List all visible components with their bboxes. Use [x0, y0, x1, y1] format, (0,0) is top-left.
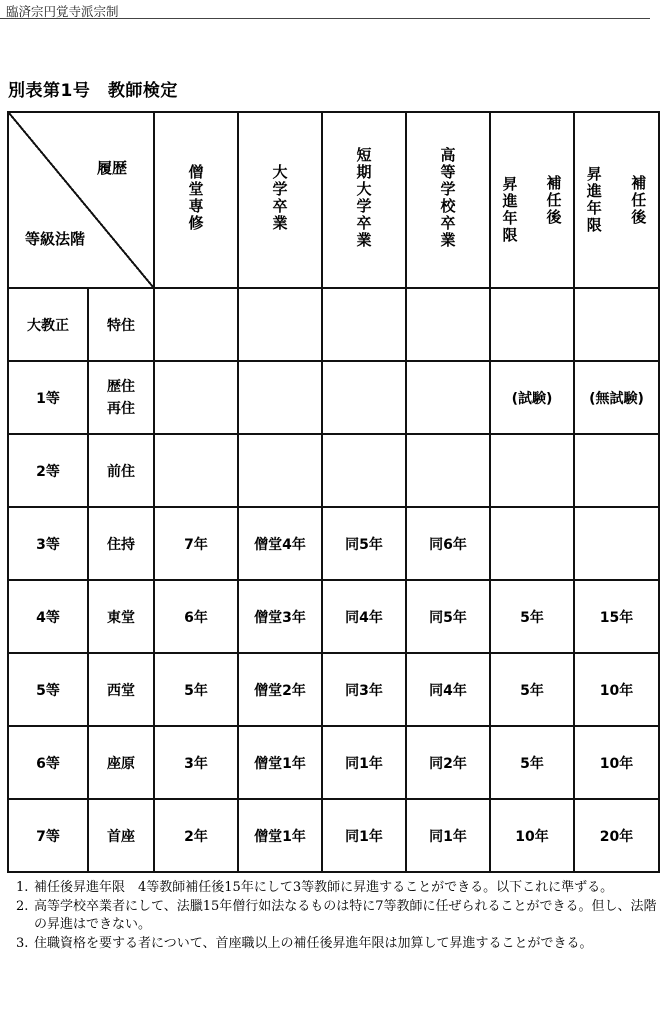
table-cell: 5年: [490, 726, 574, 799]
table-cell: 同1年: [322, 799, 406, 872]
corner-cell: [8, 112, 154, 288]
column-header-label: 補任後: [544, 174, 563, 226]
table-cell: 7年: [154, 507, 238, 580]
table-cell: 僧堂1年: [238, 726, 322, 799]
column-header-label: 僧堂専修: [186, 164, 205, 232]
table-cell: 僧堂4年: [238, 507, 322, 580]
table-cell: 同5年: [406, 580, 490, 653]
table-cell: 僧堂3年: [238, 580, 322, 653]
no-exam-cell: (無試験): [574, 361, 659, 434]
table-cell: 僧堂1年: [238, 799, 322, 872]
rank-cell: 特住: [88, 288, 154, 361]
note-text: 高等学校卒業者にして、法臘15年僧行如法なるものは特に7等教師に任ぜられることができる。但し、法階の昇進はできない。: [34, 898, 657, 932]
table-cell: 6年: [154, 580, 238, 653]
table-row: [8, 726, 659, 799]
note-item: [16, 879, 661, 898]
grade-cell: 6等: [8, 726, 88, 799]
grade-cell: 5等: [8, 653, 88, 726]
column-header-label: 昇進年限: [500, 176, 519, 244]
table-cell: [322, 361, 406, 434]
note-number: 1.: [16, 880, 29, 895]
column-header: [490, 112, 574, 288]
table-title: 別表第1号 教師検定: [8, 81, 178, 101]
page-header: 臨済宗円覚寺派宗制: [6, 4, 119, 19]
table-cell: [406, 434, 490, 507]
table-cell: [574, 434, 659, 507]
corner-history-label: 履歴: [96, 159, 127, 177]
rank-cell: [88, 361, 154, 434]
table-cell: 同3年: [322, 653, 406, 726]
column-header-label: 大学卒業: [270, 164, 289, 232]
table-cell: [322, 288, 406, 361]
table-cell: [574, 507, 659, 580]
column-header-label: 高等学校卒業: [438, 147, 457, 249]
table-cell: 同5年: [322, 507, 406, 580]
rank-cell: 座原: [88, 726, 154, 799]
table-row: [8, 507, 659, 580]
column-header: [574, 112, 659, 288]
table-cell: 2年: [154, 799, 238, 872]
note-item: [16, 935, 661, 954]
table-cell: [154, 288, 238, 361]
note-item: [16, 898, 661, 935]
rank-line: 再住: [107, 400, 135, 417]
header-row: [8, 112, 659, 288]
table-row: [8, 434, 659, 507]
grade-cell: 3等: [8, 507, 88, 580]
header-rule: [0, 18, 650, 19]
table-cell: [154, 361, 238, 434]
table-cell: 10年: [574, 653, 659, 726]
table-cell: 同4年: [406, 653, 490, 726]
table-cell: 15年: [574, 580, 659, 653]
table-cell: 同1年: [322, 726, 406, 799]
table-cell: 僧堂2年: [238, 653, 322, 726]
table-cell: 5年: [490, 653, 574, 726]
exam-cell: (試験): [490, 361, 574, 434]
table-cell: [574, 288, 659, 361]
column-header-label: 補任後: [629, 174, 648, 226]
rank-cell: 首座: [88, 799, 154, 872]
table-cell: [406, 288, 490, 361]
column-header: [238, 112, 322, 288]
corner-grade-label: 等級法階: [25, 230, 86, 248]
grade-cell: 4等: [8, 580, 88, 653]
table-cell: [238, 288, 322, 361]
table-cell: [238, 434, 322, 507]
table-cell: 10年: [490, 799, 574, 872]
note-text: 住職資格を要する者について、首座職以上の補任後昇進年限は加算して昇進することができる。: [34, 935, 593, 951]
table-row: [8, 580, 659, 653]
table-cell: [490, 288, 574, 361]
column-header-label: 昇進年限: [584, 166, 603, 234]
table-row: [8, 653, 659, 726]
table-cell: 3年: [154, 726, 238, 799]
grade-cell: 7等: [8, 799, 88, 872]
notes: [16, 879, 661, 953]
grade-cell: 1等: [8, 361, 88, 434]
column-header: [154, 112, 238, 288]
rank-cell: 東堂: [88, 580, 154, 653]
table-cell: 同2年: [406, 726, 490, 799]
rank-cell: 住持: [88, 507, 154, 580]
table-cell: [490, 507, 574, 580]
table-row: [8, 288, 659, 361]
table-cell: 同6年: [406, 507, 490, 580]
table-row: [8, 361, 659, 434]
rank-cell: 前住: [88, 434, 154, 507]
table-cell: 10年: [574, 726, 659, 799]
column-header: [322, 112, 406, 288]
note-number: 3.: [16, 935, 29, 951]
table-row: [8, 799, 659, 872]
table-cell: 同1年: [406, 799, 490, 872]
note-number: 2.: [16, 898, 29, 914]
column-header: [406, 112, 490, 288]
note-text: 補任後昇進年限 4等教師補任後15年にして3等教師に昇進することができる。以下これに準ずる。: [34, 880, 614, 895]
table-cell: [490, 434, 574, 507]
table-cell: 5年: [490, 580, 574, 653]
grade-cell: 2等: [8, 434, 88, 507]
table-cell: [322, 434, 406, 507]
table-cell: [238, 361, 322, 434]
table-cell: 5年: [154, 653, 238, 726]
table-cell: [406, 361, 490, 434]
grade-cell: 大教正: [8, 288, 88, 361]
table-cell: 同4年: [322, 580, 406, 653]
rank-line: 歴住: [107, 378, 135, 395]
table-cell: [154, 434, 238, 507]
teacher-certification-table: [7, 111, 660, 873]
rank-cell: 西堂: [88, 653, 154, 726]
table-cell: 20年: [574, 799, 659, 872]
column-header-label: 短期大学卒業: [354, 147, 373, 249]
